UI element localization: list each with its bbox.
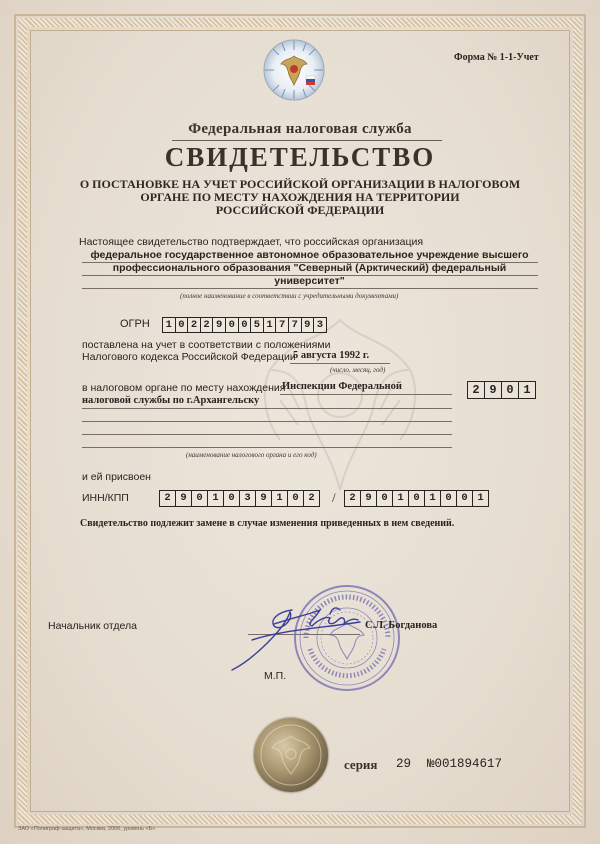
inn-digit: 0: [287, 490, 304, 507]
kpp-digit: 0: [456, 490, 473, 507]
intro-text: Настоящее свидетельство подтверждает, что российская организация: [79, 236, 424, 248]
ogrn-digit: 2: [200, 317, 214, 333]
kpp-separator: /: [332, 490, 336, 505]
organization-line: профессионального образования "Северный (Арктический) федеральный университет": [112, 262, 507, 287]
kpp-digit: 1: [472, 490, 489, 507]
tax-office-underline-2: [82, 408, 452, 409]
date-note: (число, месяц, год): [330, 366, 386, 374]
tax-office-code-digit: 9: [484, 381, 502, 399]
fns-emblem-icon: [262, 38, 326, 102]
ogrn-digit: 0: [225, 317, 239, 333]
ogrn-digit: 2: [187, 317, 201, 333]
inn-digit: 0: [223, 490, 240, 507]
registered-text-2: Налогового кодекса Российской Федерации: [82, 351, 296, 363]
inn-boxes: [160, 490, 320, 507]
tax-office-code-digit: 0: [501, 381, 519, 399]
org-note: (полное наименование в соответствии с учредительными документами): [180, 292, 399, 300]
ogrn-digit: 0: [238, 317, 252, 333]
inn-digit: 1: [207, 490, 224, 507]
inn-digit: 2: [303, 490, 320, 507]
kpp-digit: 9: [360, 490, 377, 507]
inn-digit: 9: [255, 490, 272, 507]
inn-kpp-label: ИНН/КПП: [82, 492, 129, 504]
tax-office-code-digit: 1: [518, 381, 536, 399]
subtitle-line: ОРГАНЕ ПО МЕСТУ НАХОЖДЕНИЯ НА ТЕРРИТОРИИ: [140, 190, 460, 204]
tax-office-code-boxes: [468, 381, 536, 399]
ogrn-digit: 7: [288, 317, 302, 333]
inn-digit: 3: [239, 490, 256, 507]
inn-digit: 1: [271, 490, 288, 507]
hologram-eagle-icon: [254, 718, 328, 792]
ogrn-label: ОГРН: [120, 318, 150, 330]
kpp-boxes: [345, 490, 489, 507]
assigned-text: и ей присвоен: [82, 471, 151, 483]
tax-office-underline-5: [82, 447, 452, 448]
org-underline-3: [82, 288, 538, 289]
document-subtitle: [60, 178, 540, 217]
kpp-digit: 1: [424, 490, 441, 507]
printer-imprint: ЗАО «Полиграф-защита», Москва, 2006, уровень «Б»: [18, 826, 156, 832]
tax-office-label: в налоговом органе по месту нахождения: [82, 382, 286, 394]
series-number: 29: [396, 757, 412, 771]
subtitle-line: РОССИЙСКОЙ ФЕДЕРАЦИИ: [215, 203, 385, 217]
tax-office-underline-1: [280, 394, 452, 395]
kpp-digit: 2: [344, 490, 361, 507]
kpp-digit: 0: [408, 490, 425, 507]
ogrn-digit: 9: [301, 317, 315, 333]
agency-name: Федеральная налоговая служба: [188, 121, 412, 137]
ogrn-digit: 9: [212, 317, 226, 333]
inn-digit: 2: [159, 490, 176, 507]
registration-date: 5 августа 1992 г.: [293, 350, 370, 361]
ogrn-digit: 3: [313, 317, 327, 333]
ogrn-digit: 7: [275, 317, 289, 333]
series-label: серия: [344, 757, 378, 772]
tax-office-line-2: налоговой службы по г.Архангельску: [82, 395, 260, 406]
tax-office-underline-4: [82, 434, 452, 435]
tax-office-line-1: Инспекции Федеральной: [282, 381, 402, 392]
org-underline-1: [82, 262, 538, 263]
inn-digit: 0: [191, 490, 208, 507]
handwritten-signature-icon: [222, 590, 367, 675]
hologram-seal: [254, 718, 328, 792]
organization-line: федеральное государственное автономное образовательное учреждение высшего: [90, 249, 529, 261]
form-number: Форма № 1-1-Учет: [454, 52, 539, 63]
ogrn-boxes: [163, 317, 327, 333]
document-title: СВИДЕТЕЛЬСТВО: [164, 142, 436, 172]
inn-digit: 9: [175, 490, 192, 507]
organization-name: [82, 249, 537, 288]
kpp-digit: 0: [376, 490, 393, 507]
tax-office-code-digit: 2: [467, 381, 485, 399]
ogrn-digit: 1: [162, 317, 176, 333]
ogrn-digit: 1: [263, 317, 277, 333]
kpp-digit: 0: [440, 490, 457, 507]
date-underline: [290, 363, 390, 364]
replacement-notice: Свидетельство подлежит замене в случае изменения приведенных в нем сведений.: [80, 518, 455, 529]
head-label: Начальник отдела: [48, 620, 137, 632]
org-underline-2: [82, 275, 538, 276]
registered-text-1: поставлена на учет в соответствии с положениями: [82, 339, 331, 351]
signer-name: С.Л. Богданова: [365, 620, 438, 631]
agency-underline: [172, 140, 442, 141]
kpp-digit: 1: [392, 490, 409, 507]
subtitle-line: О ПОСТАНОВКЕ НА УЧЕТ РОССИЙСКОЙ ОРГАНИЗАЦИИ В НАЛОГОВОМ: [79, 177, 521, 191]
seal-label: М.П.: [264, 670, 287, 682]
tax-office-underline-3: [82, 421, 452, 422]
tax-office-note: (наименование налогового органа и его код): [186, 451, 317, 459]
certificate-number: №001894617: [427, 757, 503, 771]
ogrn-digit: 5: [250, 317, 264, 333]
ogrn-digit: 0: [175, 317, 189, 333]
